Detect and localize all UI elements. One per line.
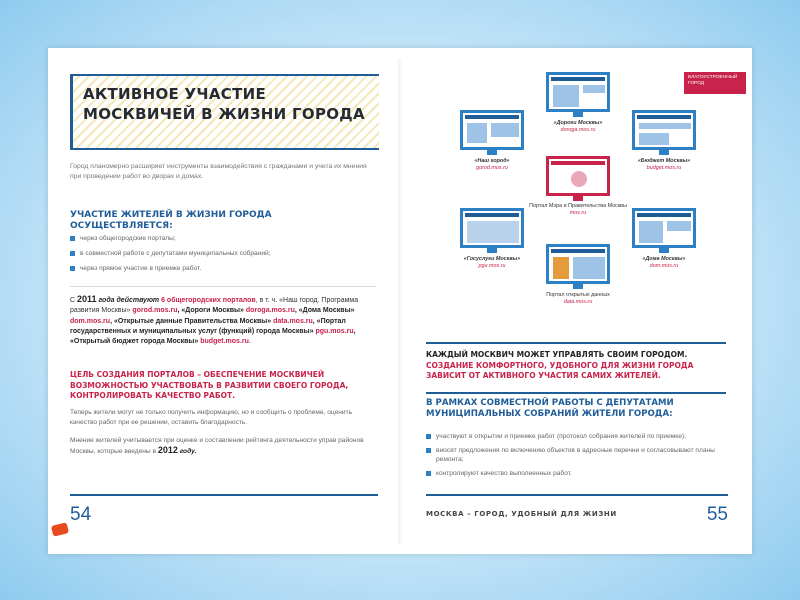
right-page [404,48,752,554]
section-tag: БЛАГОУСТРОЕННЫЙ ГОРОД [684,72,746,94]
portal-url: doroga.mos.ru [560,127,596,133]
portal-url: pgu.mos.ru [478,263,506,269]
list-item [70,264,370,273]
url-pgu: pgu.mos.ru [315,327,354,335]
page-title: АКТИВНОЕ УЧАСТИЕ МОСКВИЧЕЙ В ЖИЗНИ ГОРОДА [83,85,365,123]
portals-paragraph: С 2011 года действуют 6 общегородских порталов, в т. ч. «Наш город. Программа развития Москвы» gorod.mos.ru, «Дороги Москвы» doroga.mos.ru, «Дома Москвы» dom.mos.ru, «Открытые данные Правительства Москвы» data.mos.ru, «Портал государственных и муниципальных услуг (функций) города Москвы» pgu.mos.ru, «Открытый бюджет города Москвы» budget.mos.ru. [70,294,359,346]
list-item-text: участвуют в открытии и приемке работ (протокол собрания жителей по приемке); [436,433,686,440]
section-heading: УЧАСТИЕ ЖИТЕЛЕЙ В ЖИЗНИ ГОРОДА ОСУЩЕСТВЛЯЕТСЯ: [70,210,272,231]
list-item [426,469,726,478]
monitor-icon [546,244,610,284]
portal-url: mos.ru [569,210,587,216]
portal-name: «Дома Москвы» [642,256,686,262]
year-2012: 2012 [157,444,178,455]
bullet-icon [426,434,431,439]
list-item-text: в совместной работе с депутатами муниципальных собраний; [80,250,271,257]
url-dom: dom.mos.ru [70,317,111,325]
portal-name: «Госуслуги Москвы» [463,256,521,262]
deputies-list [426,432,726,483]
url-gorod: gorod.mos.ru [132,307,178,315]
rating-text: Мнение жителей учитывается при оценке и составлении рейтинга деятельности управ районов Москвы, которые введены в 2012 году. [70,437,364,455]
url-data: data.mos.ru [273,317,313,325]
title-box [70,74,379,150]
footer-caption: МОСКВА – ГОРОД, УДОБНЫЙ ДЛЯ ЖИЗНИ [426,510,617,518]
monitor-icon [460,208,524,248]
logo-icon [51,522,69,537]
page-number: 54 [70,504,92,525]
year-2011: 2011 [77,294,97,304]
portal-url: budget.mos.ru [646,165,682,171]
participation-list [70,234,370,279]
monitor-icon [546,156,610,196]
left-footer [70,494,378,525]
monitor-icon [632,110,696,150]
portal-url: data.mos.ru [563,299,593,305]
portal-name: «Бюджет Москвы» [637,158,691,164]
monitor-icon [460,110,524,150]
portal-name: Портал открытых данных [546,292,610,298]
goal-heading: ЦЕЛЬ СОЗДАНИЯ ПОРТАЛОВ – ОБЕСПЕЧЕНИЕ МОСКВИЧЕЙ ВОЗМОЖНОСТЬЮ УЧАСТВОВАТЬ В РАЗВИТИИ СВОЕГО ГОРОДА, КОНТРОЛИРОВАТЬ КАЧЕСТВО РАБОТ. [70,370,349,400]
url-budget: budget.mos.ru [200,338,249,346]
portal-url: dom.mos.ru [649,263,679,269]
portal-name: Портал Мэра и Правительства Москвы [529,203,627,209]
info-text: Теперь жители могут не только получить информацию, но и сообщить о проблеме, оценить качество работ при ее решении, оставить благодарность. [70,409,353,426]
divider [426,392,726,394]
list-item-text: контролируют качество выполненных работ. [436,470,572,477]
list-item [426,432,726,441]
deputies-heading: В РАМКАХ СОВМЕСТНОЙ РАБОТЫ С ДЕПУТАТАМИ МУНИЦИПАЛЬНЫХ СОБРАНИЙ ЖИТЕЛИ ГОРОДА: [426,398,674,419]
divider [426,342,726,344]
portal-url: gorod.mos.ru [476,165,508,171]
bullet-icon [70,236,75,241]
divider [70,286,376,287]
bullet-icon [70,251,75,256]
intro-text: Город планомерно расширяет инструменты взаимодействия с гражданами и учета их мнения при проведении работ во дворах и домах. [70,163,367,180]
portal-count: 6 общегородских порталов [161,297,256,304]
title-bottom-rule [73,148,379,150]
bullet-icon [426,448,431,453]
portal-name: «Наш город» [474,158,510,164]
title-top-rule [73,74,379,76]
list-item-text: через прямое участие в приемке работ. [80,265,202,272]
portal-name: «Дороги Москвы» [553,120,603,126]
list-item [426,446,726,464]
monitor-icon [632,208,696,248]
page-number: 55 [706,504,728,525]
bullet-icon [426,471,431,476]
url-doroga: doroga.mos.ru [245,307,295,315]
monitor-icon [546,72,610,112]
list-item-text: через общегородские порталы; [80,235,176,242]
left-page [48,48,400,554]
bullet-icon [70,266,75,271]
book-spread [48,48,752,554]
list-item-text: вносят предложения по включению объектов в адресные перечни и согласовывают планы ремонта; [436,447,715,463]
manage-city-heading: КАЖДЫЙ МОСКВИЧ МОЖЕТ УПРАВЛЯТЬ СВОИМ ГОРОДОМ. СОЗДАНИЕ КОМФОРТНОГО, УДОБНОГО ДЛЯ ЖИЗНИ ГОРОДА ЗАВИСИТ ОТ АКТИВНОГО УЧАСТИЯ САМИХ ЖИТЕЛЕЙ. [426,350,694,380]
list-item [70,234,370,243]
list-item [70,249,370,258]
right-footer [426,494,728,525]
